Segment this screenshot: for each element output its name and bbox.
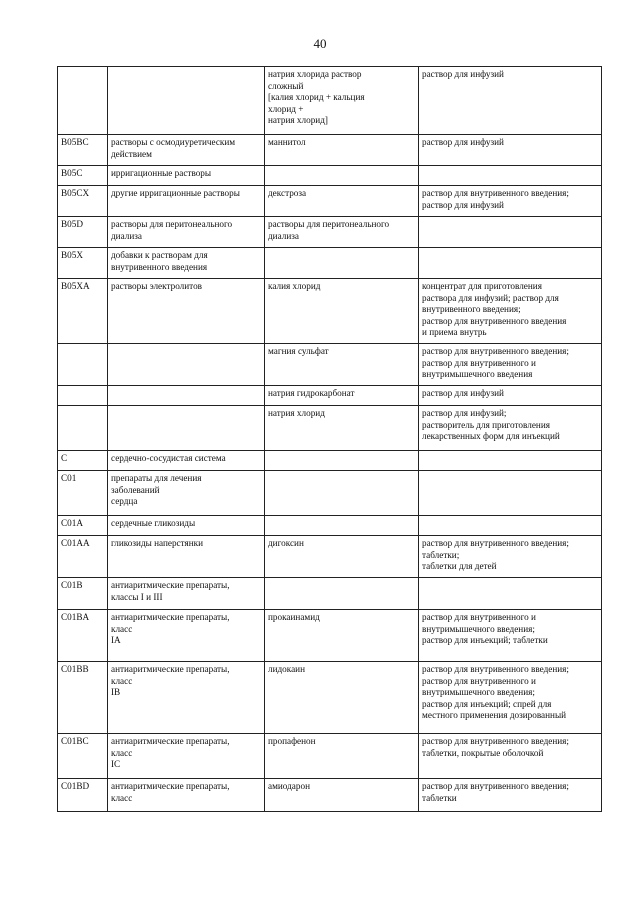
table-row	[58, 166, 602, 186]
cell-text-line: C01B	[61, 580, 83, 590]
drug-name-cell	[265, 516, 419, 536]
table-row	[58, 451, 602, 471]
dosage-form-cell	[419, 217, 602, 248]
cell-text-line: растворы с осмодиуретическим	[111, 137, 236, 147]
table-row	[58, 344, 602, 386]
dosage-form-cell	[419, 344, 602, 386]
group-name-cell	[108, 386, 265, 406]
drug-name-cell	[265, 135, 419, 166]
group-name-cell	[108, 344, 265, 386]
atc-code-cell	[58, 248, 108, 279]
group-name-cell	[108, 610, 265, 662]
cell-text-line: растворы для перитонеального	[268, 219, 390, 229]
cell-text-line: дигоксин	[268, 538, 304, 548]
table-row	[58, 248, 602, 279]
group-name-cell	[108, 217, 265, 248]
group-name-cell	[108, 166, 265, 186]
dosage-form-cell	[419, 386, 602, 406]
cell-text-line: сердечно-сосудистая система	[111, 453, 226, 463]
cell-text-line: лекарственных форм для инъекций	[422, 431, 560, 442]
group-name-cell	[108, 279, 265, 344]
dosage-form-cell	[419, 279, 602, 344]
cell-text-line: класс	[111, 792, 133, 803]
cell-text-line: калия хлорид	[268, 281, 321, 291]
atc-code-cell	[58, 166, 108, 186]
cell-text-line: маннитол	[268, 137, 306, 147]
cell-text-line: антиаритмические препараты,	[111, 781, 230, 791]
drug-name-cell	[265, 166, 419, 186]
dosage-form-cell	[419, 186, 602, 217]
cell-text-line: антиаритмические препараты,	[111, 612, 230, 622]
dosage-form-cell	[419, 135, 602, 166]
cell-text-line: ирригационные растворы	[111, 168, 212, 178]
cell-text-line: C01A	[61, 518, 83, 528]
dosage-form-cell	[419, 662, 602, 734]
cell-text-line: B05C	[61, 168, 83, 178]
dosage-form-cell	[419, 734, 602, 779]
cell-text-line: раствор для внутривенного и	[422, 357, 536, 368]
atc-code-cell	[58, 451, 108, 471]
table-row	[58, 186, 602, 217]
cell-text-line: C01AA	[61, 538, 90, 548]
cell-text-line: и приема внутрь	[422, 327, 487, 338]
cell-text-line: раствор для инъекций; таблетки	[422, 635, 548, 646]
cell-text-line: амиодарон	[268, 781, 310, 791]
drug-name-cell	[265, 279, 419, 344]
group-name-cell	[108, 734, 265, 779]
cell-text-line: C01BA	[61, 612, 90, 622]
drug-name-cell	[265, 186, 419, 217]
cell-text-line: таблетки	[422, 792, 457, 803]
atc-code-cell	[58, 578, 108, 610]
cell-text-line: внутривенного введения;	[422, 304, 521, 315]
dosage-form-cell	[419, 779, 602, 812]
cell-text-line: пропафенон	[268, 736, 316, 746]
cell-text-line: другие ирригационные растворы	[111, 188, 240, 198]
cell-text-line: раствор для внутривенного введения;	[422, 781, 569, 791]
cell-text-line: антиаритмические препараты,	[111, 664, 230, 674]
cell-text-line: таблетки;	[422, 549, 460, 560]
drug-name-cell	[265, 471, 419, 516]
table-row	[58, 217, 602, 248]
cell-text-line: IC	[111, 759, 121, 770]
group-name-cell	[108, 406, 265, 451]
cell-text-line: IB	[111, 687, 121, 698]
cell-text-line: раствор для внутривенного введения;	[422, 346, 569, 356]
cell-text-line: натрия хлорида раствор	[268, 69, 362, 79]
table-body	[58, 67, 602, 812]
atc-code-cell	[58, 67, 108, 135]
cell-text-line: растворы для перитонеального	[111, 219, 233, 229]
atc-code-cell	[58, 536, 108, 578]
group-name-cell	[108, 186, 265, 217]
drug-name-cell	[265, 217, 419, 248]
cell-text-line: C01BD	[61, 781, 90, 791]
dosage-form-cell	[419, 67, 602, 135]
cell-text-line: растворитель для приготовления	[422, 419, 550, 430]
cell-text-line: C01	[61, 473, 77, 483]
cell-text-line: сердца	[111, 496, 138, 507]
cell-text-line: прокаинамид	[268, 612, 320, 622]
page-number: 40	[313, 36, 327, 51]
dosage-form-cell	[419, 536, 602, 578]
cell-text-line: декстроза	[268, 188, 307, 198]
cell-text-line: раствор для инфузий	[422, 199, 504, 210]
cell-text-line: раствор для внутривенного введения;	[422, 188, 569, 198]
cell-text-line: заболеваний	[111, 484, 160, 495]
dosage-form-cell	[419, 578, 602, 610]
group-name-cell	[108, 662, 265, 734]
dosage-form-cell	[419, 451, 602, 471]
atc-code-cell	[58, 610, 108, 662]
atc-code-cell	[58, 344, 108, 386]
cell-text-line: действием	[111, 148, 152, 159]
drug-name-cell	[265, 406, 419, 451]
dosage-form-cell	[419, 248, 602, 279]
atc-code-cell	[58, 779, 108, 812]
cell-text-line: сердечные гликозиды	[111, 518, 196, 528]
cell-text-line: раствор для внутривенного введения;	[422, 664, 569, 674]
cell-text-line: натрия гидрокарбонат	[268, 388, 355, 398]
cell-text-line: раствор для инфузий;	[422, 408, 507, 418]
group-name-cell	[108, 536, 265, 578]
cell-text-line: класс	[111, 747, 133, 758]
dosage-form-cell	[419, 166, 602, 186]
drug-table	[57, 66, 602, 812]
table-row	[58, 662, 602, 734]
table-row	[58, 406, 602, 451]
atc-code-cell	[58, 217, 108, 248]
table-row	[58, 279, 602, 344]
group-name-cell	[108, 67, 265, 135]
cell-text-line: раствор для внутривенного и	[422, 675, 536, 686]
atc-code-cell	[58, 279, 108, 344]
group-name-cell	[108, 451, 265, 471]
table-row	[58, 516, 602, 536]
cell-text-line: хлорид +	[268, 103, 304, 114]
cell-text-line: классы I и III	[111, 591, 163, 602]
drug-name-cell	[265, 610, 419, 662]
cell-text-line: антиаритмические препараты,	[111, 580, 230, 590]
cell-text-line: диализа	[268, 230, 299, 241]
atc-code-cell	[58, 471, 108, 516]
cell-text-line: таблетки, покрытые оболочкой	[422, 747, 544, 758]
table-row	[58, 67, 602, 135]
table-row	[58, 734, 602, 779]
cell-text-line: раствор для инъекций; спрей для	[422, 698, 552, 709]
cell-text-line: раствор для внутривенного введения;	[422, 736, 569, 746]
cell-text-line: лидокаин	[268, 664, 306, 674]
cell-text-line: раствор для внутривенного введения	[422, 315, 567, 326]
cell-text-line: внутримышечного введения	[422, 369, 533, 380]
cell-text-line: местного применения дозированный	[422, 710, 567, 721]
cell-text-line: антиаритмические препараты,	[111, 736, 230, 746]
drug-name-cell	[265, 734, 419, 779]
cell-text-line: B05BC	[61, 137, 89, 147]
cell-text-line: магния сульфат	[268, 346, 329, 356]
cell-text-line: сложный	[268, 80, 304, 91]
cell-text-line: гликозиды наперстянки	[111, 538, 204, 548]
atc-code-cell	[58, 386, 108, 406]
cell-text-line: B05CX	[61, 188, 90, 198]
drug-name-cell	[265, 779, 419, 812]
group-name-cell	[108, 248, 265, 279]
atc-code-cell	[58, 406, 108, 451]
drug-name-cell	[265, 536, 419, 578]
table-row	[58, 578, 602, 610]
table-row	[58, 610, 602, 662]
drug-name-cell	[265, 386, 419, 406]
drug-name-cell	[265, 451, 419, 471]
cell-text-line: растворы электролитов	[111, 281, 202, 291]
table-row	[58, 471, 602, 516]
cell-text-line: препараты для лечения	[111, 473, 202, 483]
cell-text-line: C01BC	[61, 736, 89, 746]
cell-text-line: раствора для инфузий; раствор для	[422, 292, 559, 303]
dosage-form-cell	[419, 471, 602, 516]
dosage-form-cell	[419, 516, 602, 536]
atc-code-cell	[58, 662, 108, 734]
cell-text-line: B05XA	[61, 281, 90, 291]
atc-code-cell	[58, 516, 108, 536]
cell-text-line: B05D	[61, 219, 83, 229]
cell-text-line: добавки к растворам для	[111, 250, 208, 260]
table-row	[58, 386, 602, 406]
cell-text-line: концентрат для приготовления	[422, 281, 542, 291]
cell-text-line: таблетки для детей	[422, 561, 497, 572]
cell-text-line: класс	[111, 623, 133, 634]
drug-name-cell	[265, 67, 419, 135]
cell-text-line: внутримышечного введения;	[422, 687, 535, 698]
cell-text-line: раствор для инфузий	[422, 388, 504, 398]
drug-name-cell	[265, 248, 419, 279]
cell-text-line: раствор для инфузий	[422, 69, 504, 79]
cell-text-line: внутримышечного введения;	[422, 623, 535, 634]
group-name-cell	[108, 135, 265, 166]
group-name-cell	[108, 516, 265, 536]
table-row	[58, 536, 602, 578]
atc-code-cell	[58, 135, 108, 166]
drug-name-cell	[265, 578, 419, 610]
cell-text-line: B05X	[61, 250, 83, 260]
dosage-form-cell	[419, 610, 602, 662]
cell-text-line: натрия хлорид]	[268, 115, 328, 126]
group-name-cell	[108, 779, 265, 812]
cell-text-line: раствор для внутривенного и	[422, 612, 536, 622]
drug-name-cell	[265, 344, 419, 386]
group-name-cell	[108, 578, 265, 610]
cell-text-line: внутривенного введения	[111, 261, 208, 272]
group-name-cell	[108, 471, 265, 516]
cell-text-line: раствор для инфузий	[422, 137, 504, 147]
cell-text-line: IA	[111, 635, 121, 646]
cell-text-line: [калия хлорид + кальция	[268, 92, 365, 103]
table-row	[58, 135, 602, 166]
cell-text-line: C	[61, 453, 68, 463]
cell-text-line: C01BB	[61, 664, 89, 674]
atc-code-cell	[58, 186, 108, 217]
drug-name-cell	[265, 662, 419, 734]
cell-text-line: диализа	[111, 230, 142, 241]
cell-text-line: раствор для внутривенного введения;	[422, 538, 569, 548]
cell-text-line: натрия хлорид	[268, 408, 325, 418]
table-row	[58, 779, 602, 812]
cell-text-line: класс	[111, 675, 133, 686]
dosage-form-cell	[419, 406, 602, 451]
atc-code-cell	[58, 734, 108, 779]
